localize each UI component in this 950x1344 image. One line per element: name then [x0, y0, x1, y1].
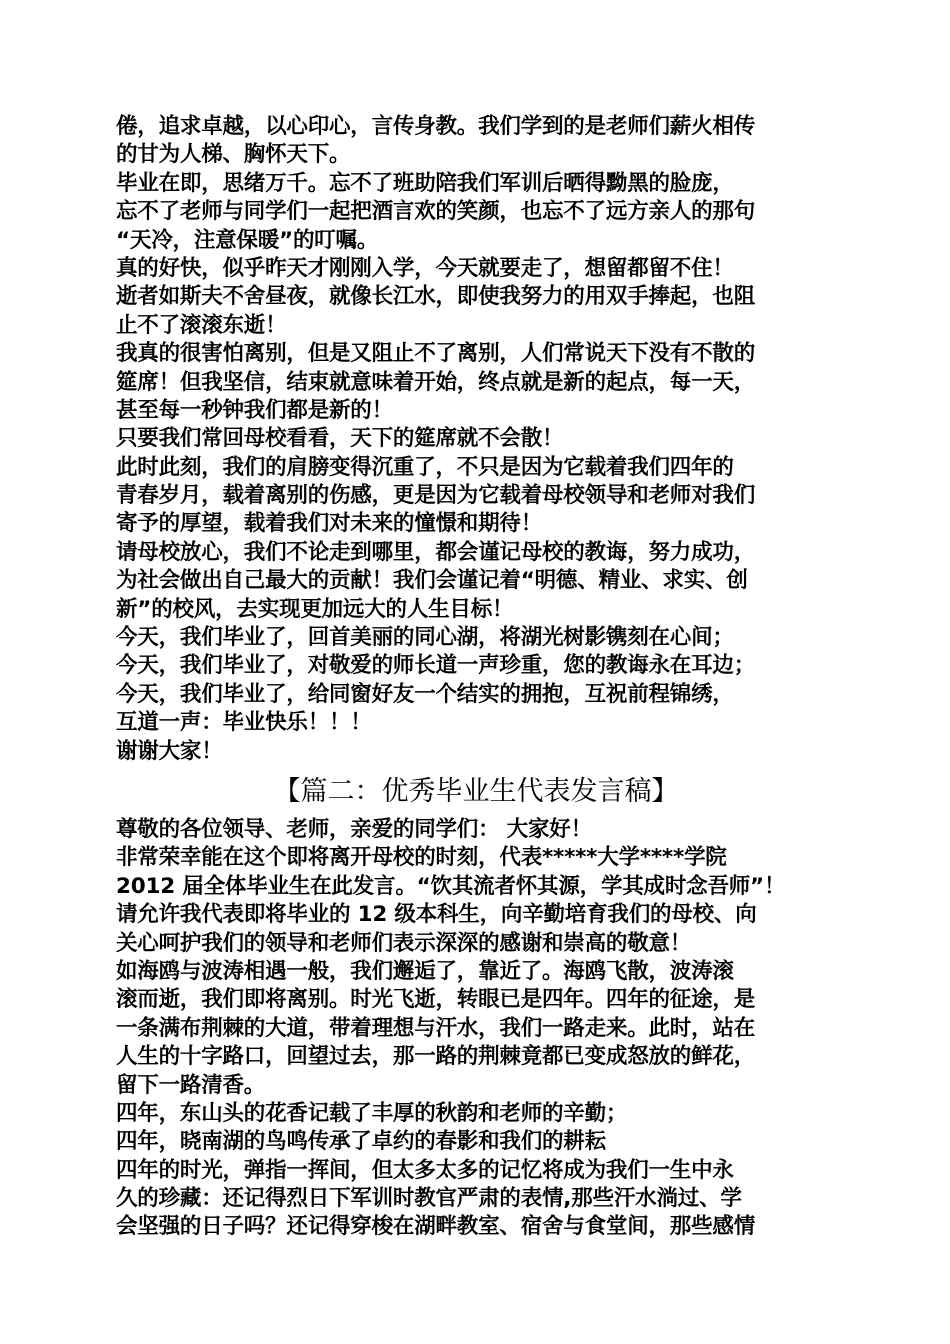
- text-line: 关心呵护我们的领导和老师们表示深深的感谢和崇高的敬意！: [116, 930, 692, 956]
- text-line: 筵席！但我坚信，结束就意味着开始，终点就是新的起点，每一天，: [116, 369, 756, 395]
- text-line: 留下一路清香。: [116, 1072, 266, 1098]
- text-line: 我真的很害怕离别，但是又阻止不了离别，人们常说天下没有不散的: [116, 341, 756, 367]
- text-line: 新”的校风，去实现更加远大的人生目标！: [116, 596, 514, 622]
- speech-part-one: [116, 113, 836, 766]
- text-line: 此时此刻，我们的肩膀变得沉重了，不只是因为它载着我们四年的: [116, 454, 734, 480]
- text-line: 请允许我代表即将毕业的 12 级本科生，向辛勤培育我们的母校、向: [116, 902, 757, 928]
- text-line: 互道一声：毕业快乐！！！: [116, 710, 372, 736]
- text-line: 人生的十字路口，回望过去，那一路的荆棘竟都已变成怒放的鲜花，: [116, 1044, 756, 1070]
- text-line: 今天，我们毕业了，回首美丽的同心湖，将湖光树影镌刻在心间；: [116, 625, 734, 651]
- text-line: 会坚强的日子吗？还记得穿梭在湖畔教室、宿舍与食堂间，那些感情: [116, 1214, 756, 1240]
- text-line: 久的珍藏：还记得烈日下军训时教官严肃的表情,那些汗水淌过、学: [116, 1186, 742, 1212]
- text-line: 谢谢大家！: [116, 738, 223, 764]
- speech-part-two: [116, 816, 836, 1242]
- text-line: 的甘为人梯、胸怀天下。: [116, 142, 351, 168]
- text-line: 倦，追求卓越，以心印心，言传身教。我们学到的是老师们薪火相传: [116, 114, 756, 139]
- text-line: 寄予的厚望，载着我们对未来的憧憬和期待！: [116, 511, 543, 537]
- text-line: 为社会做出自己最大的贡献！我们会谨记着“明德、精业、求实、创: [116, 568, 748, 594]
- text-line: 止不了滚滚东逝！: [116, 312, 287, 338]
- text-line: 2012 届全体毕业生在此发言。“饮其流者怀其源，学其成时念吾师”！: [116, 873, 786, 899]
- text-line: 尊敬的各位领导、老师，亲爱的同学们： 大家好！: [116, 816, 592, 842]
- text-line: 四年的时光，弹指一挥间，但太多太多的记忆将成为我们一生中永: [116, 1157, 734, 1183]
- text-line: 今天，我们毕业了，给同窗好友一个结实的拥抱，互祝前程锦绣，: [116, 681, 734, 707]
- text-line: 逝者如斯夫不舍昼夜，就像长江水，即使我努力的用双手捧起，也阻: [116, 284, 756, 310]
- text-line: 忘不了老师与同学们一起把酒言欢的笑颜，也忘不了远方亲人的那句: [116, 199, 756, 225]
- text-line: 请母校放心，我们不论走到哪里，都会谨记母校的教诲，努力成功，: [116, 539, 756, 565]
- text-line: 只要我们常回母校看看，天下的筵席就不会散！: [116, 426, 564, 452]
- text-line: 真的好快，似乎昨天才刚刚入学，今天就要走了，想留都留不住！: [116, 255, 734, 281]
- text-line: 滚而逝，我们即将离别。时光飞逝，转眼已是四年。四年的征途，是: [116, 987, 756, 1013]
- text-line: 非常荣幸能在这个即将离开母校的时刻，代表*****大学****学院: [116, 845, 727, 871]
- text-line: 今天，我们毕业了，对敬爱的师长道一声珍重，您的教诲永在耳边；: [116, 653, 756, 679]
- document-body: [116, 113, 836, 1242]
- text-line: 青春岁月，载着离别的伤感，更是因为它载着母校领导和老师对我们: [116, 483, 756, 509]
- text-line: 甚至每一秒钟我们都是新的！: [116, 397, 393, 423]
- text-line: 毕业在即，思绪万千。忘不了班助陪我们军训后晒得黝黑的脸庞，: [116, 170, 734, 196]
- text-line: 如海鸥与波涛相遇一般，我们邂逅了，靠近了。海鸥飞散，波涛滚: [116, 958, 734, 984]
- text-line: 四年，晓南湖的鸟鸣传承了卓约的春影和我们的耕耘: [116, 1129, 606, 1155]
- text-line: “天冷，注意保暖”的叮嘱。: [116, 227, 379, 253]
- section-heading: 【篇二：优秀毕业生代表发言稿】: [273, 775, 679, 807]
- text-line: 一条满布荆棘的大道，带着理想与汗水，我们一路走来。此时，站在: [116, 1015, 756, 1041]
- text-line: 四年，东山头的花香记载了丰厚的秋韵和老师的辛勤；: [116, 1100, 628, 1126]
